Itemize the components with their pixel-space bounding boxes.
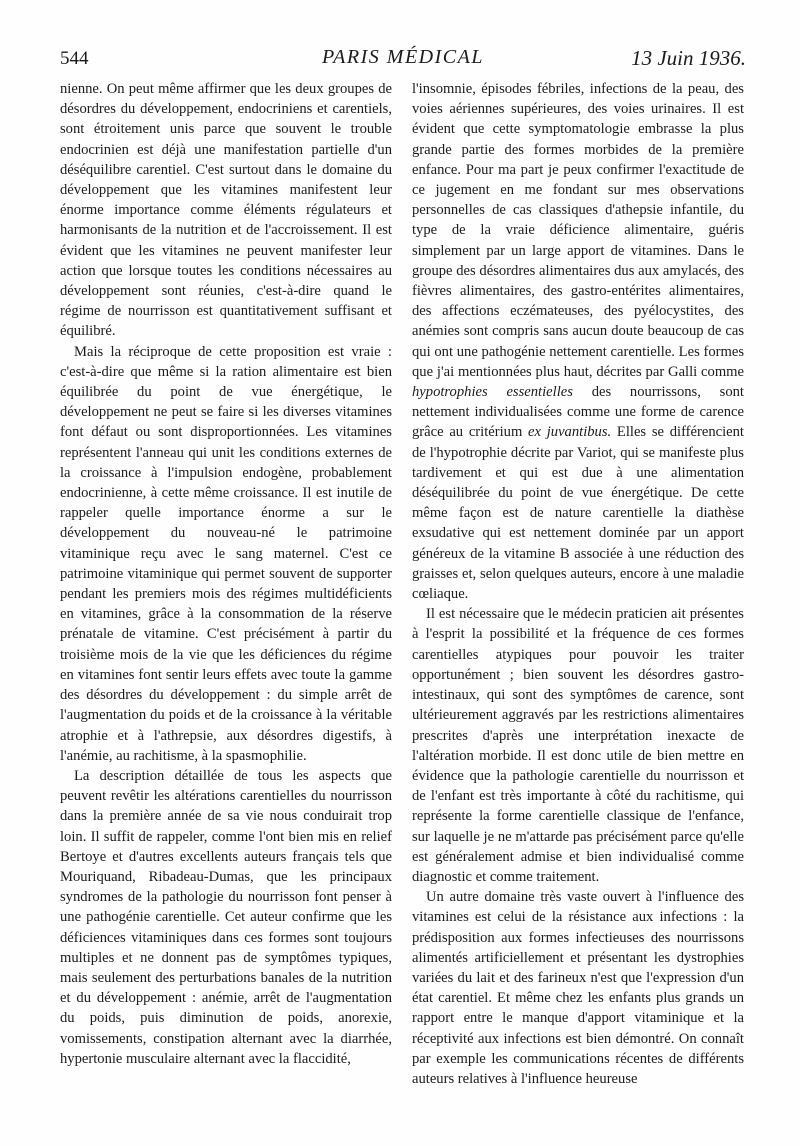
right-p1-text-b: des nourrissons, sont nettement individualisées comme une forme de carence grâce au critérium — [412, 384, 744, 441]
running-title: PARIS MÉDICAL — [322, 46, 484, 68]
italic-term-ex-juvantibus: ex juvantibus. — [528, 424, 612, 441]
left-column — [60, 79, 392, 1069]
left-paragraph-2: Mais la réciproque de cette proposition est vraie : c'est-à-dire que même si la ration alimentaire est bien équilibrée du point de vue énergétique, le développement ne peut se faire si les diverses vitamines font défaut ou sont disproportionnées. Les vitamines représentent l'anneau qui unit les conditions externes de la croissance à l'impulsion endogène, probablement endocrinienne, à cette même croissance. Il est inutile de rappeler quelle importance énorme a sur le développement du nouveau-né le patrimoine vitaminique reçu avec le sang maternel. C'est ce patrimoine vitaminique qui permet souvent de supporter pendant les premiers mois des régimes multidéficients en vitamines, grâce à la consommation de la réserve prénatale de vitamine. C'est précisément à partir du troisième mois de la vie que les déficiences du régime en vitamines font sentir leurs effets avec toute la gamme des désordres du développement : du simple arrêt de l'augmentation du poids et de la croissance à la véritable atrophie et à l'athrepsie, aux désordres digestifs, à l'anémie, au rachitisme, à la spasmophilie. — [60, 343, 392, 764]
right-paragraph-1 — [412, 79, 744, 604]
page-number: 544 — [60, 48, 89, 69]
left-paragraph-1: nienne. On peut même affirmer que les deux groupes de désordres du développement, endocriniens et carentiels, sont étroitement unis parce que souvent le trouble endocrinien est déjà une manifestation partielle d'un déséquilibre carentiel. C'est surtout dans le domaine du développement que les vitamines manifestent leur énorme importance comme éléments régulateurs et harmonisants de la nutrition et de l'accroissement. Il est évident que les vitamines ne peuvent manifester leur action que lorsque toutes les conditions nécessaires au développement sont réunies, c'est-à-dire quand le régime de nourrisson est quantitativement suffisant et équilibré. — [60, 81, 392, 340]
issue-date: 13 Juin 1936. — [631, 46, 746, 70]
left-paragraph-3: La description détaillée de tous les aspects que peuvent revêtir les altérations carentielles du nourrisson dans la première année de sa vie nous conduirait trop loin. Il suffit de rappeler, comme l'ont bien mis en relief Bertoye et d'autres excellents auteurs français tels que Mouriquand, Ribadeau-Dumas, que les principaux syndromes de la pathologie du nourrisson font penser à une pathogénie carentielle. Cet auteur confirme que les déficiences vitaminiques dans ces formes sont toujours multiples et ne donnent pas de symptômes typiques, mais seulement des perturbations banales de la nutrition et du développement : anémie, arrêt de l'augmentation du poids, puis diminution de poids, anorexie, vomissements, constipation alternant avec la diarrhée, hypertonie musculaire alternant avec la flaccidité, — [60, 767, 392, 1067]
page-header — [60, 44, 746, 74]
right-column — [412, 79, 744, 1089]
italic-term-hypotrophies: hypotrophies essentielles — [412, 384, 573, 401]
right-p1-text-c: Elles se différencient de l'hypotrophie décrite par Variot, qui se manifeste plus tardivement et qui est due à une alimentation déséquilibrée du point de vue énergétique. De cette même façon est de nature carentielle la diathèse exsudative qui est nettement dominée par un apport généreux de la vitamine B associée à une réduction des graisses et, selon quelques auteurs, encore à une maladie cœliaque. — [412, 424, 744, 603]
right-paragraph-3: Un autre domaine très vaste ouvert à l'influence des vitamines est celui de la résistance aux infections : la prédisposition aux formes infectieuses des nourrissons alimentés artificiellement et présentant les dystrophies variées du lait et des farineux n'est que l'expression d'un état carentiel. Et même chez les enfants plus grands un rapport entre le manque d'apport vitaminique et la réceptivité aux infections est bien démontré. On connaît par exemple les communications récentes de différents auteurs relatives à l'influence heureuse — [412, 889, 744, 1087]
right-paragraph-2: Il est nécessaire que le médecin praticien ait présentes à l'esprit la possibilité et la fréquence de ces formes carentielles atypiques pour pouvoir les traiter opportunément ; bien souvent les désordres gastro-intestinaux, qui sont des symptômes de carence, sont ultérieurement aggravés par les restrictions alimentaires prescrites d'après une interprétation inexacte de l'altération morbide. Il est donc utile de bien mettre en évidence que la pathologie carentielle du nourrisson et de l'enfant est très importante à côté du rachitisme, qui représente la forme carentielle classique de l'enfance, sur laquelle je ne m'attarde pas précisément parce qu'elle est généralement admise et bien individualisé comme diagnostic et comme traitement. — [412, 606, 744, 885]
right-p1-text-a: l'insomnie, épisodes fébriles, infections de la peau, des voies aériennes supérieures, des voies urinaires. Il est évident que cette symptomatologie embrasse la plus grande partie des formes morbides de la première enfance. Pour ma part je peux confirmer l'exactitude de ce jugement en me fondant sur mes observations personnelles de cas classiques d'athepsie infantile, du type de la vraie déficience alimentaire, guéris simplement par un large apport de vitamines. Dans le groupe des désordres alimentaires dus aux amylacés, des fièvres alimentaires, des gastro-entérites alimentaires, des affections eczémateuses, des pyélocystites, des anémies sont compris sans aucun doute beaucoup de cas qui ont une pathogénie nettement carentielle. Les formes que j'ai mentionnées plus haut, décrites par Galli comme — [412, 81, 744, 380]
